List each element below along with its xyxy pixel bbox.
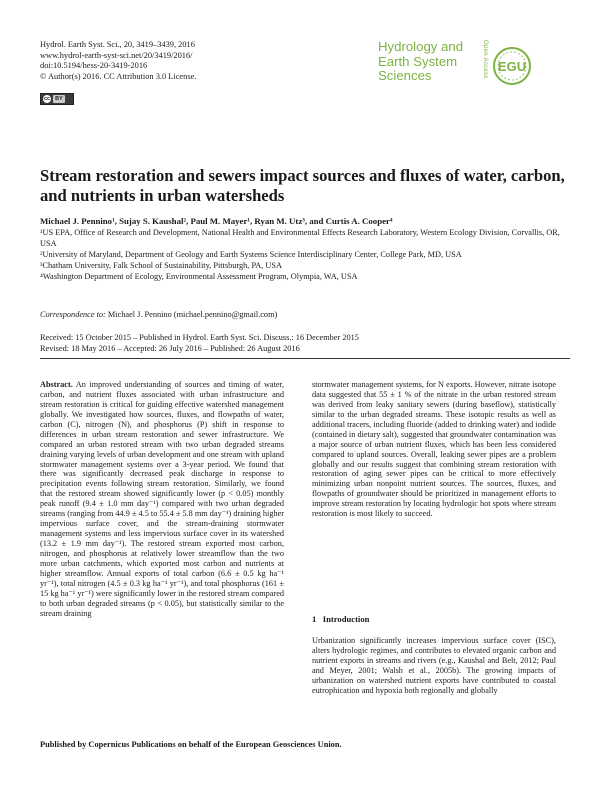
journal-name-line: Sciences	[378, 68, 432, 84]
affiliations	[40, 228, 570, 283]
cc-icon: cc	[43, 96, 51, 102]
affiliation: ²University of Maryland, Department of Geology and Earth Systems Science Interdisciplinary Center, College Park, MD, USA	[40, 249, 462, 259]
article-url[interactable]: www.hydrol-earth-syst-sci.net/20/3419/2016/	[40, 50, 193, 60]
journal-name-line: Earth System	[378, 53, 458, 69]
abstract-right-column	[312, 380, 556, 519]
dates-line: Received: 15 October 2015 – Published in Hydrol. Earth Syst. Sci. Discuss.: 16 December 2015	[40, 333, 359, 342]
authors: Michael J. Pennino¹, Sujay S. Kaushal², Paul M. Mayer¹, Ryan M. Utz³, and Curtis A. Cooper⁴	[40, 216, 393, 226]
open-access-label: Open Access	[482, 40, 488, 79]
doi[interactable]: doi:10.5194/hess-20-3419-2016	[40, 61, 148, 71]
abstract-text: An improved understanding of sources and timing of water, carbon, and nutrient fluxes associated with urban infrastructure and stream restoration is critical for guiding effective watershed management globally. We investigated how sources, fluxes, and flowpaths of water, carbon (C), nitrogen (N), and phosphorus (P) shift in response to differences in urban stream restoration and sewer infrastructure. We compared an urban restored stream with two urban degraded streams draining varying levels of urban development and one stream with upland stormwater management systems over a 3-year period. We found that there was significantly decreased peak discharge in response to precipitation events following stream restoration. Similarly, we found that the restored stream showed significantly lower (p < 0.05) monthly peak runoff (9.4 ± 1.0 mm day⁻¹) compared with two urban degraded streams (ranging from 44.9 ± 4.5 to 55.4 ± 5.8 mm day⁻¹) draining higher impervious surface cover, and the stream-draining stormwater management systems and less impervious surface cover in its watershed (13.2 ± 1.9 mm day⁻¹). The restored stream exported most carbon, nitrogen, and phosphorus at relatively lower streamflow than the two more urban catchments, which exported most carbon and nutrients at higher streamflow. Annual exports of total carbon (6.6 ± 0.5 kg ha⁻¹ yr⁻¹), total nitrogen (4.5 ± 0.3 kg ha⁻¹ yr⁻¹), and total phosphorus (161 ± 15 kg ha⁻¹ yr⁻¹) were significantly lower in the restored stream compared to both urban degraded streams (p < 0.05), but statistically similar to the stream draining	[40, 380, 285, 618]
author-list	[40, 216, 570, 227]
abstract-left-column	[40, 380, 284, 619]
citation-header	[40, 40, 196, 82]
section-title: Introduction	[322, 614, 370, 624]
publisher-footer: Published by Copernicus Publications on behalf of the European Geosciences Union.	[40, 740, 342, 749]
dates-line: Revised: 18 May 2016 – Accepted: 26 July 2016 – Published: 26 August 2016	[40, 343, 300, 353]
correspondence-label: Correspondence to:	[40, 310, 106, 319]
egu-logo-text: EGU	[497, 59, 527, 74]
citation: Hydrol. Earth Syst. Sci., 20, 3419–3439, 2016	[40, 40, 195, 49]
journal-name	[378, 40, 498, 84]
publication-dates	[40, 333, 359, 355]
correspondence	[40, 310, 277, 319]
journal-name-line: Hydrology and	[378, 39, 464, 54]
abstract-label: Abstract.	[40, 380, 73, 389]
affiliation: ³Chatham University, Falk School of Sustainability, Pittsburgh, PA, USA	[40, 260, 283, 270]
egu-logo	[492, 46, 532, 86]
section-heading	[312, 614, 369, 624]
intro-paragraph: Urbanization significantly increases impervious surface cover (ISC), alters hydrologic regimes, and contributes to elevated organic carbon and nutrient exports in streams and rivers (e.g., Kaushal and Belt, 2012; Paul and Meyer, 2001; Walsh et al., 2005b). The growing impacts of urbanization on watershed nutrient exports have contributed to coastal eutrophication and hypoxia both regionally and globally	[312, 636, 556, 695]
abstract-text-continued: stormwater management systems, for N exports. However, nitrate isotope data suggested that 55 ± 1 % of the nitrate in the urban restored stream was derived from leaky sanitary sewers (during baseflow), statistically similar to the urban degraded streams. These isotopic results as well as additional tracers, including fluoride (added to drinking water) and iodide (contained in dietary salt), suggested that groundwater contamination was a major source of urban nutrient fluxes, which has been less considered compared to upland sources. Overall, leaking sewer pipes are a problem globally and our results suggest that combining stream restoration with restoration of aging sewer pipes can be critical to more effectively minimizing urban nonpoint nutrient sources. The sources, fluxes, and flowpaths of groundwater should be prioritized in management efforts to improve stream restoration by locating hydrologic hot spots where stream restoration is most likely to succeed.	[312, 380, 556, 519]
by-icon: BY	[53, 95, 65, 103]
introduction-text	[312, 636, 556, 696]
paper-title: Stream restoration and sewers impact sources and fluxes of water, carbon, and nutrients in urban watersheds	[40, 166, 565, 205]
correspondence-value[interactable]: Michael J. Pennino (michael.pennino@gmail.com)	[107, 310, 278, 319]
section-number: 1	[312, 614, 317, 624]
divider	[40, 358, 570, 359]
affiliation: ¹US EPA, Office of Research and Development, National Health and Environmental Effects Research Laboratory, Western Ecology Division, Corvallis, OR, USA	[40, 228, 560, 248]
cc-by-license-badge[interactable]	[40, 93, 74, 105]
license: © Author(s) 2016. CC Attribution 3.0 License.	[40, 71, 197, 81]
affiliation: ⁴Washington Department of Ecology, Environmental Assessment Program, Olympia, WA, USA	[40, 271, 358, 281]
